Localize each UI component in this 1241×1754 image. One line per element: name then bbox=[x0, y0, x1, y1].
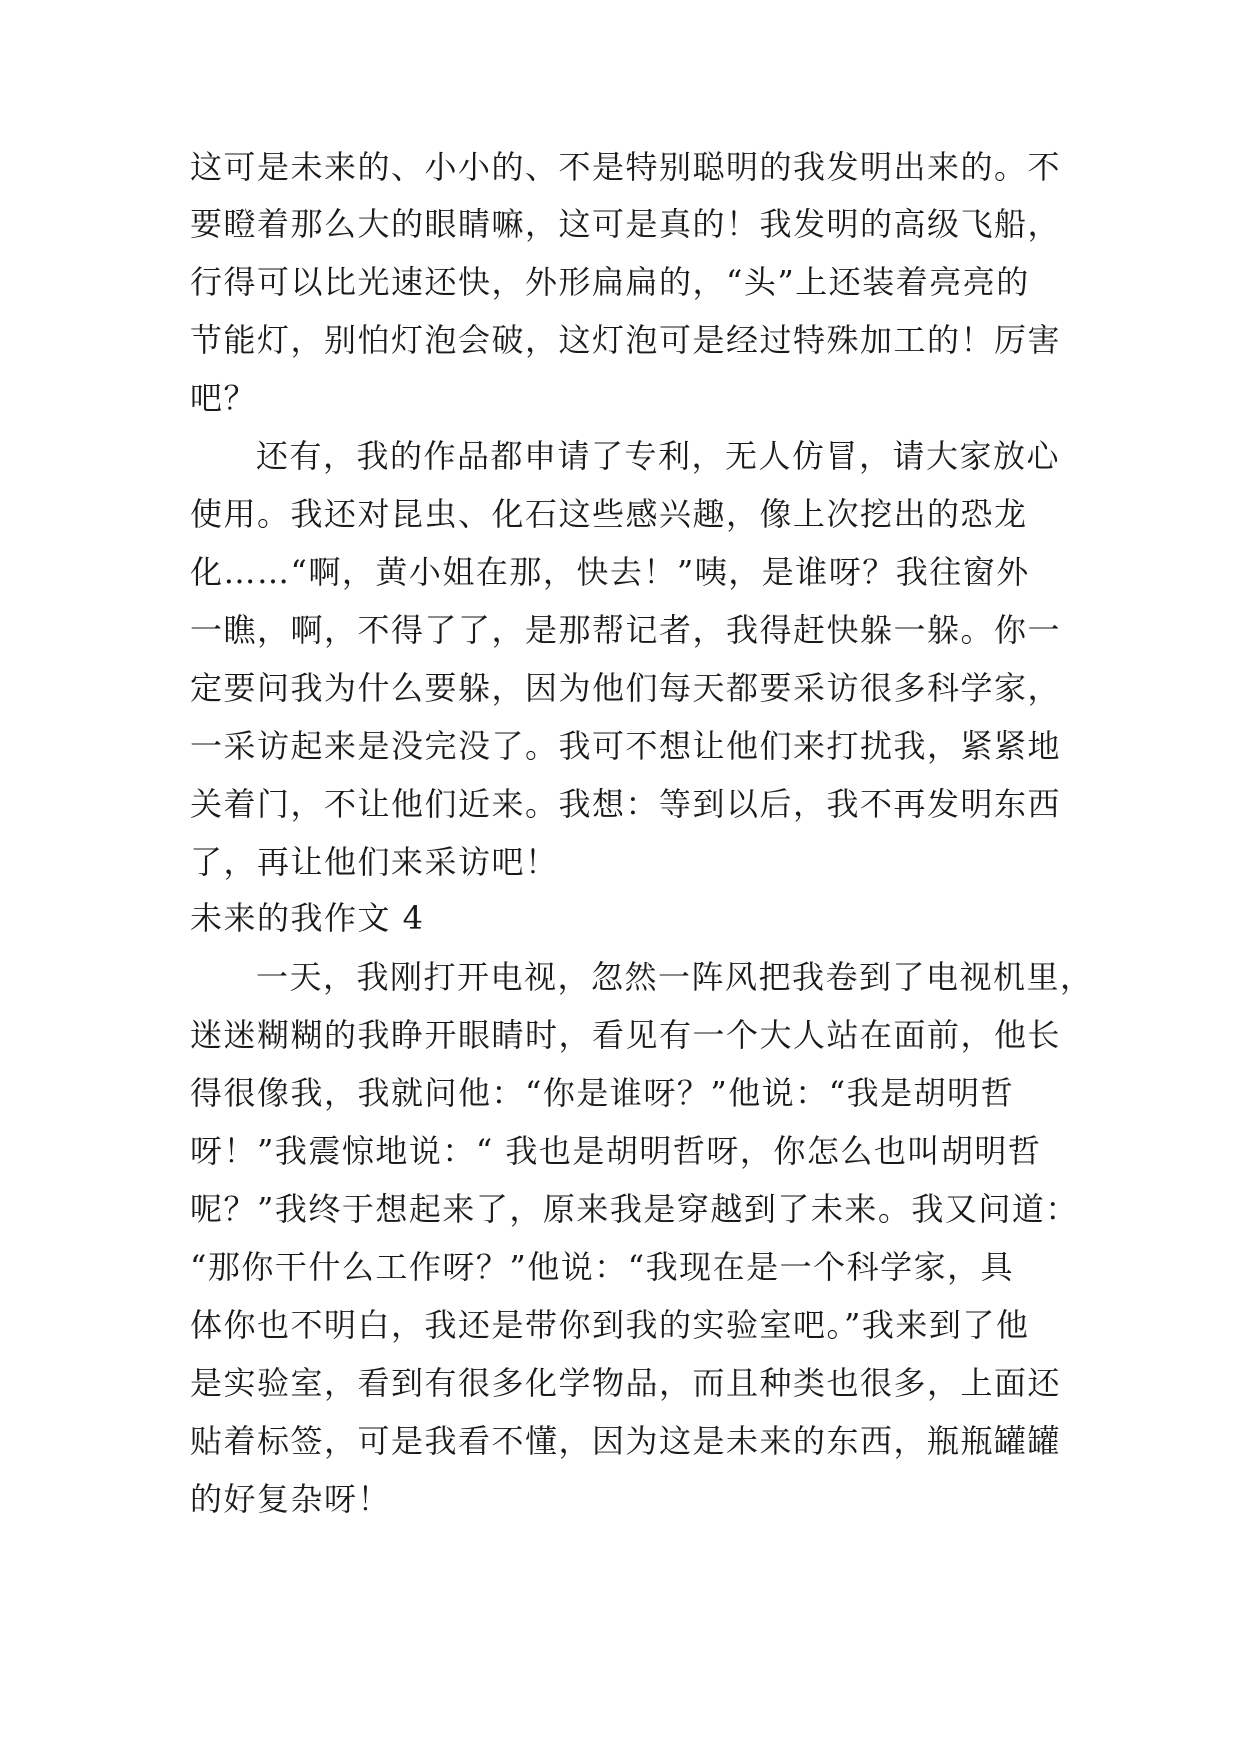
text-line: 一采访起来是没完没了。我可不想让他们来打扰我，紧紧地 bbox=[190, 727, 1062, 765]
text-line: 节能灯，别怕灯泡会破，这灯泡可是经过特殊加工的！厉害 bbox=[190, 321, 1062, 359]
text-line: 是实验室，看到有很多化学物品，而且种类也很多，上面还 bbox=[190, 1364, 1062, 1402]
text-line: 呢？”我终于想起来了，原来我是穿越到了未来。我又问道： bbox=[190, 1190, 1079, 1228]
section-title: 未来的我作文 4 bbox=[190, 899, 425, 937]
text-line: 的好复杂呀！ bbox=[190, 1480, 392, 1518]
text-line: “那你干什么工作呀？”他说：“我现在是一个科学家，具 bbox=[190, 1248, 1015, 1286]
text-line: 行得可以比光速还快，外形扁扁的，“头”上还装着亮亮的 bbox=[190, 263, 1030, 301]
text-line: 定要问我为什么要躲，因为他们每天都要采访很多科学家， bbox=[190, 669, 1062, 707]
text-line: 要瞪着那么大的眼睛嘛，这可是真的！我发明的高级飞船， bbox=[190, 205, 1062, 243]
text-line: 迷迷糊糊的我睁开眼睛时，看见有一个大人站在面前，他长 bbox=[190, 1016, 1062, 1054]
text-line: 关着门，不让他们近来。我想：等到以后，我不再发明东西 bbox=[190, 785, 1062, 823]
text-line: 体你也不明白，我还是带你到我的实验室吧。”我来到了他 bbox=[190, 1306, 1030, 1344]
text-line: 呀！”我震惊地说：“ 我也是胡明哲呀，你怎么也叫胡明哲 bbox=[190, 1132, 1042, 1170]
text-line: 贴着标签，可是我看不懂，因为这是未来的东西，瓶瓶罐罐 bbox=[190, 1422, 1062, 1460]
text-line: 一天，我刚打开电视，忽然一阵风把我卷到了电视机里， bbox=[256, 958, 1094, 996]
text-line: 一瞧，啊，不得了了，是那帮记者，我得赶快躲一躲。你一 bbox=[190, 611, 1062, 649]
text-line: 化……“啊，黄小姐在那，快去！”咦，是谁呀？我往窗外 bbox=[190, 553, 1030, 591]
text-line: 这可是未来的、小小的、不是特别聪明的我发明出来的。不 bbox=[190, 148, 1062, 186]
text-line: 了，再让他们来采访吧！ bbox=[190, 843, 559, 881]
text-line: 吧？ bbox=[190, 379, 258, 417]
text-line: 得很像我，我就问他：“你是谁呀？”他说：“我是胡明哲 bbox=[190, 1074, 1015, 1112]
text-line: 使用。我还对昆虫、化石这些感兴趣，像上次挖出的恐龙 bbox=[190, 495, 1028, 533]
text-line: 还有，我的作品都申请了专利，无人仿冒，请大家放心 bbox=[256, 437, 1061, 475]
